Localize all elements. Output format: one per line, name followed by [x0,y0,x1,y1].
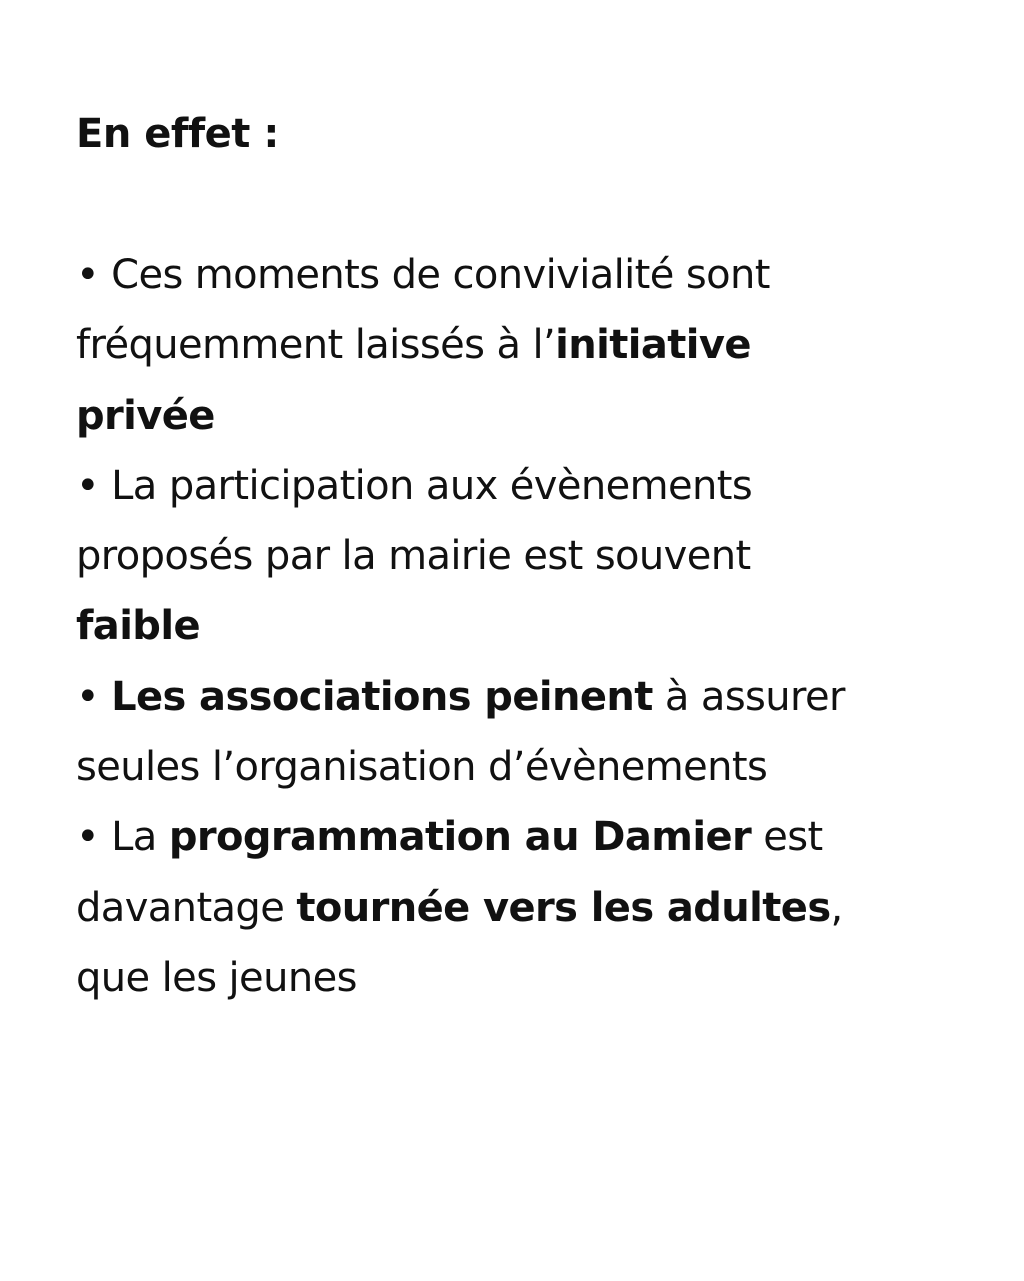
emphasis: privée [76,392,215,439]
text-line: • La programmation au Damier est [76,814,823,861]
emphasis: faible [76,603,200,650]
text-line [76,591,956,661]
text-line: • Les associations peinent à assurer [76,673,845,720]
text-line: seules l’organisation d’évènements [76,744,768,791]
emphasis: initiative [555,322,751,369]
text-line: davantage tournée vers les adultes, [76,884,843,931]
text-line: • Ces moments de convivialité sont [76,252,770,298]
text-line: que les jeunes [76,954,357,1001]
text-line: • La participation aux évènements [76,462,753,509]
emphasis: programmation au Damier [168,814,752,861]
bullet-list [76,240,956,1013]
heading: En effet : [76,111,279,157]
text-line [76,381,956,451]
text-line: proposés par la mairie est souvent [76,533,751,580]
emphasis: tournée vers les adultes [296,884,831,931]
emphasis: Les associations peinent [111,673,653,720]
text-line: fréquemment laissés à l’initiative [76,322,751,369]
